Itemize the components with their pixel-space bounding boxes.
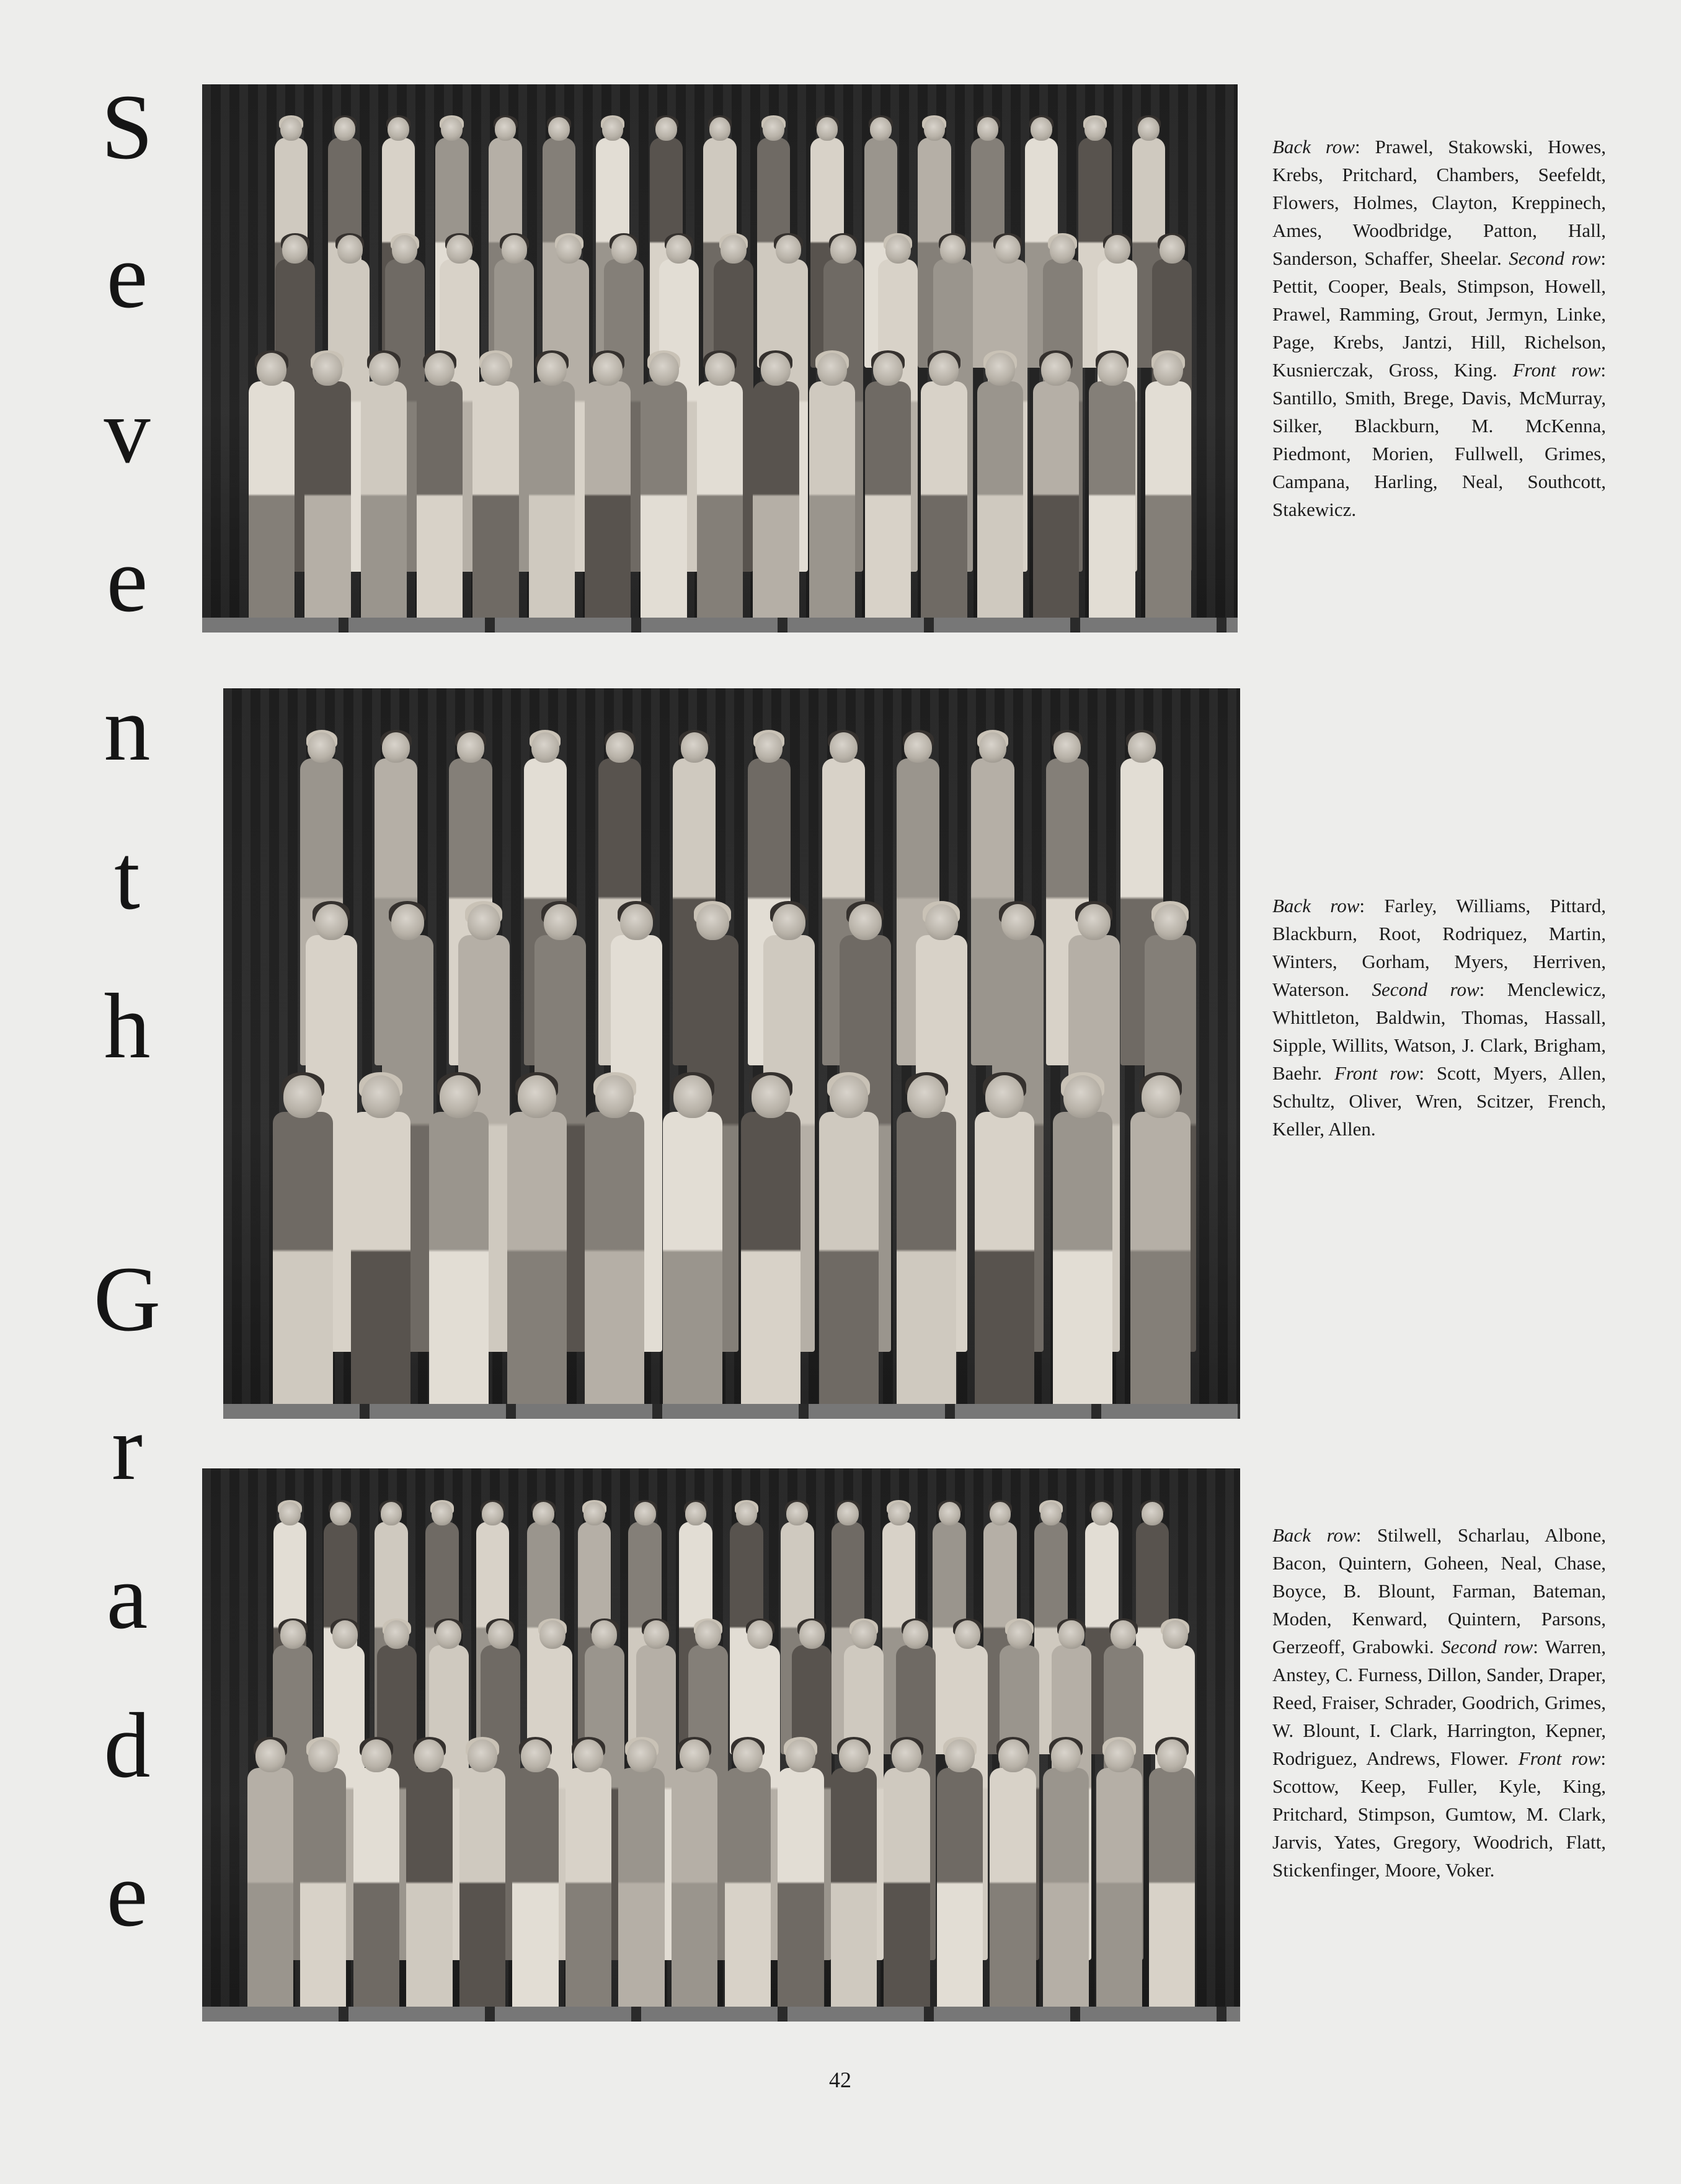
student-figure: [472, 353, 518, 633]
student-figure: [529, 353, 575, 633]
caption-row-label: Second row: [1509, 247, 1601, 269]
student-body: [1145, 381, 1191, 631]
caption-row-label: Front row: [1518, 1747, 1601, 1769]
student-body: [529, 381, 575, 631]
student-figure: [865, 353, 911, 633]
student-body: [990, 1768, 1036, 2020]
student-figure: [975, 1075, 1034, 1419]
student-body: [585, 1112, 644, 1417]
student-face: [1160, 235, 1185, 263]
student-body: [725, 1768, 771, 2020]
student-body: [304, 381, 350, 631]
student-face: [1104, 1739, 1134, 1772]
student-body: [507, 1112, 567, 1417]
student-face: [1142, 1502, 1163, 1525]
student-face: [544, 904, 577, 941]
student-body: [351, 1112, 410, 1417]
student-face: [940, 235, 965, 263]
caption-row-label: Back row: [1272, 136, 1355, 158]
student-figure: [641, 353, 686, 633]
student-figure: [663, 1075, 722, 1419]
student-face: [1031, 117, 1052, 141]
student-face: [388, 117, 409, 141]
student-face: [361, 1075, 400, 1117]
student-face: [817, 353, 847, 386]
student-figure: [249, 353, 295, 633]
student-face: [414, 1739, 444, 1772]
student-figure: [618, 1739, 664, 2022]
photo-3-caption: Back row: Stilwell, Scharlau, Albone, Bacon, Quintern, Goheen, Neal, Chase, Boyce, B. Blount, Farman, Bateman, Moden, Kenward, Quintern, Parsons, Gerzeoff, Grabowki. Second row: Warren, Anstey, C. Furness, Dillon, Sander, Draper, Reed, Fraiser, Schrader, Goodrich, Grimes, W. Blount, I. Clark, Harrington, Kepner, Rodriguez, Andrews, Flower. Front row: Scottow, Keep, Fuller, Kyle, King, Pritchard, Stimpson, Gumtow, M. Clark, Jarvis, Yates, Gregory, Woodrich, Flatt, Stickenfinger, Moore, Voker.: [1272, 1524, 1607, 1881]
student-face: [903, 1620, 928, 1648]
student-face: [436, 1620, 461, 1648]
student-face: [602, 117, 624, 141]
student-face: [283, 1075, 322, 1117]
student-face: [1001, 904, 1034, 941]
student-face: [392, 235, 417, 263]
student-face: [892, 1739, 921, 1772]
student-face: [255, 1739, 285, 1772]
student-body: [459, 1768, 505, 2020]
student-face: [548, 117, 570, 141]
student-face: [705, 353, 735, 386]
student-face: [752, 1075, 790, 1117]
student-figure: [459, 1739, 505, 2022]
student-face: [1041, 353, 1071, 386]
student-face: [985, 353, 1015, 386]
student-face: [502, 235, 527, 263]
student-face: [1078, 904, 1111, 941]
caption-row-label: Back row: [1272, 895, 1360, 917]
student-face: [696, 904, 729, 941]
student-face: [755, 732, 783, 763]
photo-2-caption: Back row: Farley, Williams, Pittard, Blackburn, Root, Rodriquez, Martin, Winters, Gorham, Myers, Herriven, Waterson. Second row: Menclewicz, Whittleton, Baldwin, Thomas, Hassall, Sipple, Willits, Watson, J. Clark, Brigham, Baehr. Front row: Scott, Myers, Allen, Schultz, Oliver, Wren, Scitzer, French, Keller, Allen.: [1272, 895, 1606, 1140]
student-face: [337, 235, 363, 263]
student-face: [606, 732, 634, 763]
student-face: [1053, 732, 1081, 763]
student-body: [663, 1112, 722, 1417]
student-face: [481, 353, 510, 386]
student-face: [1050, 235, 1075, 263]
title-letter: e: [106, 224, 148, 327]
student-face: [830, 235, 856, 263]
student-face: [332, 1620, 358, 1648]
title-letter: r: [112, 1396, 143, 1499]
student-face: [761, 353, 791, 386]
caption-names: Warren, Anstey, C. Furness, Dillon, Sander, Draper, Reed, Fraiser, Schrader, Goodrich, Grimes, W. Blount, I. Clark, Harrington, Kepner, Rodriguez, Andrews, Flower.: [1272, 1636, 1607, 1769]
student-face: [907, 1075, 946, 1117]
student-face: [945, 1739, 975, 1772]
student-face: [644, 1620, 669, 1648]
student-body: [1149, 1768, 1195, 2020]
student-face: [574, 1739, 603, 1772]
student-face: [391, 904, 424, 941]
student-figure: [566, 1739, 611, 2022]
student-body: [618, 1768, 664, 2020]
title-letter: a: [106, 1545, 148, 1648]
student-body: [921, 381, 967, 631]
student-face: [595, 1075, 634, 1117]
student-face: [518, 1075, 556, 1117]
student-body: [672, 1768, 717, 2020]
caption-row-label: Front row: [1512, 359, 1601, 381]
student-body: [472, 381, 518, 631]
student-figure: [1033, 353, 1079, 633]
student-face: [888, 1502, 910, 1525]
student-face: [468, 1739, 497, 1772]
class-photo-1: [202, 84, 1238, 633]
student-face: [1128, 732, 1156, 763]
student-figure: [429, 1075, 489, 1419]
stage-chair-row: [223, 1404, 1240, 1419]
student-figure: [1053, 1075, 1112, 1419]
student-face: [440, 1075, 478, 1117]
title-letter: G: [93, 1248, 161, 1351]
student-face: [279, 1502, 301, 1525]
student-face: [280, 117, 302, 141]
student-figure: [937, 1739, 983, 2022]
student-body: [778, 1768, 823, 2020]
student-figure: [921, 353, 967, 633]
student-face: [482, 1502, 503, 1525]
student-figure: [353, 1739, 399, 2022]
student-face: [1091, 1502, 1113, 1525]
student-face: [1051, 1739, 1081, 1772]
student-body: [249, 381, 295, 631]
student-body: [353, 1768, 399, 2020]
student-figure: [809, 353, 855, 633]
student-body: [566, 1768, 611, 2020]
student-figure: [697, 353, 743, 633]
student-face: [446, 235, 472, 263]
student-body: [406, 1768, 452, 2020]
caption-names: Santillo, Smith, Brege, Davis, McMurray, Silker, Blackburn, M. McKenna, Piedmont, Morien, Fullwell, Grimes, Campana, Harling, Neal, Southcott, Stakewicz.: [1272, 387, 1606, 520]
student-face: [776, 235, 801, 263]
student-body: [641, 381, 686, 631]
student-face: [925, 904, 958, 941]
student-face: [786, 1502, 808, 1525]
student-figure: [741, 1075, 801, 1419]
student-figure: [300, 1739, 346, 2022]
student-body: [1033, 381, 1079, 631]
student-face: [1153, 353, 1183, 386]
student-face: [681, 732, 709, 763]
student-face: [985, 1075, 1024, 1117]
student-face: [786, 1739, 815, 1772]
student-face: [521, 1739, 551, 1772]
student-body: [247, 1768, 293, 2020]
student-face: [839, 1739, 869, 1772]
student-body: [1043, 1768, 1089, 2020]
caption-row-label: Back row: [1272, 1524, 1356, 1546]
student-body: [753, 381, 799, 631]
student-face: [870, 117, 892, 141]
student-face: [308, 732, 335, 763]
student-face: [369, 353, 399, 386]
student-face: [851, 1620, 877, 1648]
student-face: [315, 904, 348, 941]
title-letter: S: [101, 76, 153, 179]
student-face: [533, 1502, 554, 1525]
student-figure: [1096, 1739, 1142, 2022]
student-figure: [831, 1739, 877, 2022]
student-face: [1007, 1620, 1032, 1648]
student-figure: [1043, 1739, 1089, 2022]
student-figure: [990, 1739, 1036, 2022]
student-face: [1104, 235, 1130, 263]
caption-names: Prawel, Stakowski, Howes, Krebs, Pritchard, Chambers, Seefeldt, Flowers, Holmes, Clayton, Kreppinech, Ames, Woodbridge, Patton, Hall, Sanderson, Schaffer, Sheelar.: [1272, 136, 1606, 269]
class-photo-3: [202, 1468, 1240, 2022]
vertical-page-title: [81, 62, 174, 1946]
student-face: [384, 1620, 409, 1648]
title-letter: d: [104, 1694, 151, 1797]
student-figure: [512, 1739, 558, 2022]
student-face: [929, 353, 959, 386]
student-face: [1154, 904, 1187, 941]
student-face: [382, 732, 410, 763]
student-face: [977, 117, 999, 141]
student-face: [457, 732, 485, 763]
student-body: [429, 1112, 489, 1417]
student-face: [904, 732, 932, 763]
student-figure: [304, 353, 350, 633]
student-figure: [351, 1075, 410, 1419]
student-face: [955, 1620, 980, 1648]
student-body: [273, 1112, 332, 1417]
student-body: [1096, 1768, 1142, 2020]
student-figure: [507, 1075, 567, 1419]
student-face: [721, 235, 746, 263]
student-figure: [247, 1739, 293, 2022]
student-figure: [819, 1075, 879, 1419]
student-figure: [585, 1075, 644, 1419]
student-body: [361, 381, 407, 631]
student-face: [685, 1502, 707, 1525]
caption-names: Scott, Myers, Allen, Schultz, Oliver, Wren, Scitzer, French, Keller, Allen.: [1272, 1062, 1606, 1140]
student-face: [849, 904, 882, 941]
title-letter: v: [104, 380, 151, 482]
title-letter: e: [106, 1843, 148, 1946]
title-letter: n: [104, 677, 151, 780]
student-figure: [897, 1075, 956, 1419]
student-figure: [417, 353, 463, 633]
student-face: [990, 1502, 1011, 1525]
student-face: [257, 353, 286, 386]
student-face: [592, 1620, 617, 1648]
student-face: [1142, 1075, 1180, 1117]
student-face: [330, 1502, 352, 1525]
student-figure: [1149, 1739, 1195, 2022]
student-face: [425, 353, 455, 386]
student-face: [583, 1502, 605, 1525]
student-face: [620, 904, 653, 941]
photo-1-caption: Back row: Prawel, Stakowski, Howes, Krebs, Pritchard, Chambers, Seefeldt, Flowers, Holmes, Clayton, Kreppinech, Ames, Woodbridge, Patton, Hall, Sanderson, Schaffer, Sheelar. Second row: Pettit, Cooper, Beals, Stimpson, Howell, Prawel, Ramming, Grout, Jermyn, Linke, Page, Krebs, Jantzi, Hill, Richelson, Kusnierczak, Gross, King. Front row: Santillo, Smith, Brege, Davis, McMurray, Silker, Blackburn, M. McKenna, Piedmont, Morien, Fullwell, Grimes, Campana, Harling, Neal, Southcott, Stakewicz.: [1272, 136, 1607, 520]
student-face: [655, 117, 677, 141]
caption-row-label: Front row: [1334, 1062, 1419, 1084]
student-face: [441, 117, 463, 141]
student-body: [697, 381, 743, 631]
student-face: [709, 117, 731, 141]
student-face: [649, 353, 679, 386]
student-body: [1089, 381, 1135, 631]
student-face: [773, 904, 805, 941]
student-face: [468, 904, 500, 941]
caption-names: Scottow, Keep, Fuller, Kyle, King, Pritchard, Stimpson, Gumtow, M. Clark, Jarvis, Yates, Gregory, Woodrich, Flatt, Stickenfinger, Moore, Voker.: [1272, 1775, 1606, 1881]
student-body: [417, 381, 463, 631]
student-figure: [778, 1739, 823, 2022]
student-face: [1040, 1502, 1062, 1525]
stage-chair-row: [202, 618, 1238, 633]
student-face: [673, 1075, 712, 1117]
student-face: [1157, 1739, 1187, 1772]
title-letter: e: [106, 528, 148, 631]
student-face: [495, 117, 517, 141]
student-figure: [753, 353, 799, 633]
student-face: [695, 1620, 721, 1648]
student-face: [611, 235, 637, 263]
student-face: [680, 1739, 709, 1772]
student-face: [837, 1502, 859, 1525]
student-figure: [361, 353, 407, 633]
student-body: [809, 381, 855, 631]
caption-names: Farley, Williams, Pittard, Blackburn, Root, Rodriquez, Martin, Winters, Gorham, Myers, Herriven, Waterson.: [1272, 895, 1606, 1000]
student-figure: [1089, 353, 1135, 633]
student-face: [556, 235, 582, 263]
student-body: [1130, 1112, 1190, 1417]
title-letter: t: [114, 826, 140, 929]
student-face: [799, 1620, 825, 1648]
student-face: [531, 732, 559, 763]
student-face: [282, 235, 308, 263]
student-body: [937, 1768, 983, 2020]
student-figure: [273, 1075, 332, 1419]
student-face: [873, 353, 903, 386]
student-figure: [977, 353, 1023, 633]
student-face: [939, 1502, 960, 1525]
student-face: [666, 235, 691, 263]
student-face: [593, 353, 623, 386]
student-body: [884, 1768, 929, 2020]
student-face: [381, 1502, 402, 1525]
student-face: [361, 1739, 391, 1772]
student-face: [539, 1620, 565, 1648]
student-body: [975, 1112, 1034, 1417]
student-face: [817, 117, 838, 141]
student-face: [488, 1620, 513, 1648]
student-group: [202, 1468, 1240, 2022]
student-face: [763, 117, 784, 141]
student-face: [830, 1075, 868, 1117]
student-figure: [884, 1739, 929, 2022]
student-body: [512, 1768, 558, 2020]
title-letter: h: [104, 975, 151, 1078]
student-group: [202, 84, 1238, 633]
student-body: [977, 381, 1023, 631]
student-body: [1053, 1112, 1112, 1417]
student-figure: [1130, 1075, 1190, 1419]
student-figure: [725, 1739, 771, 2022]
student-face: [733, 1739, 763, 1772]
student-face: [1098, 353, 1127, 386]
student-face: [1084, 117, 1106, 141]
student-body: [300, 1768, 346, 2020]
page-number: 42: [829, 2067, 851, 2092]
caption-row-label: Second row: [1441, 1636, 1533, 1658]
student-group: [223, 688, 1240, 1419]
student-face: [634, 1502, 656, 1525]
student-body: [865, 381, 911, 631]
student-face: [308, 1739, 338, 1772]
student-figure: [406, 1739, 452, 2022]
student-face: [885, 235, 911, 263]
student-face: [736, 1502, 758, 1525]
student-face: [924, 117, 946, 141]
student-face: [627, 1739, 657, 1772]
student-body: [585, 381, 631, 631]
student-face: [432, 1502, 453, 1525]
student-face: [1063, 1075, 1102, 1117]
caption-names: Stilwell, Scharlau, Albone, Bacon, Quintern, Goheen, Neal, Chase, Boyce, B. Blount, Farman, Bateman, Moden, Kenward, Quintern, Parsons, Gerzeoff, Grabowki.: [1272, 1524, 1606, 1658]
student-figure: [585, 353, 631, 633]
class-photo-2: [223, 688, 1240, 1419]
student-figure: [672, 1739, 717, 2022]
caption-names: Pettit, Cooper, Beals, Stimpson, Howell, Prawel, Ramming, Grout, Jermyn, Linke, Page, Krebs, Jantzi, Hill, Richelson, Kusnierczak, Gross, King.: [1272, 275, 1606, 381]
student-face: [280, 1620, 306, 1648]
student-face: [334, 117, 356, 141]
student-body: [831, 1768, 877, 2020]
student-face: [1111, 1620, 1136, 1648]
student-face: [1058, 1620, 1084, 1648]
caption-row-label: Second row: [1372, 979, 1479, 1000]
stage-chair-row: [202, 2007, 1240, 2022]
student-face: [979, 732, 1007, 763]
student-face: [1163, 1620, 1188, 1648]
student-figure: [1145, 353, 1191, 633]
student-body: [741, 1112, 801, 1417]
student-face: [537, 353, 567, 386]
student-face: [998, 1739, 1028, 1772]
caption-names: Menclewicz, Whittleton, Baldwin, Thomas, Hassall, Sipple, Willits, Watson, J. Clark, Brigham, Baehr.: [1272, 979, 1606, 1084]
student-face: [995, 235, 1021, 263]
student-face: [1138, 117, 1160, 141]
student-face: [747, 1620, 773, 1648]
student-body: [819, 1112, 879, 1417]
student-face: [313, 353, 342, 386]
student-body: [897, 1112, 956, 1417]
student-face: [830, 732, 858, 763]
